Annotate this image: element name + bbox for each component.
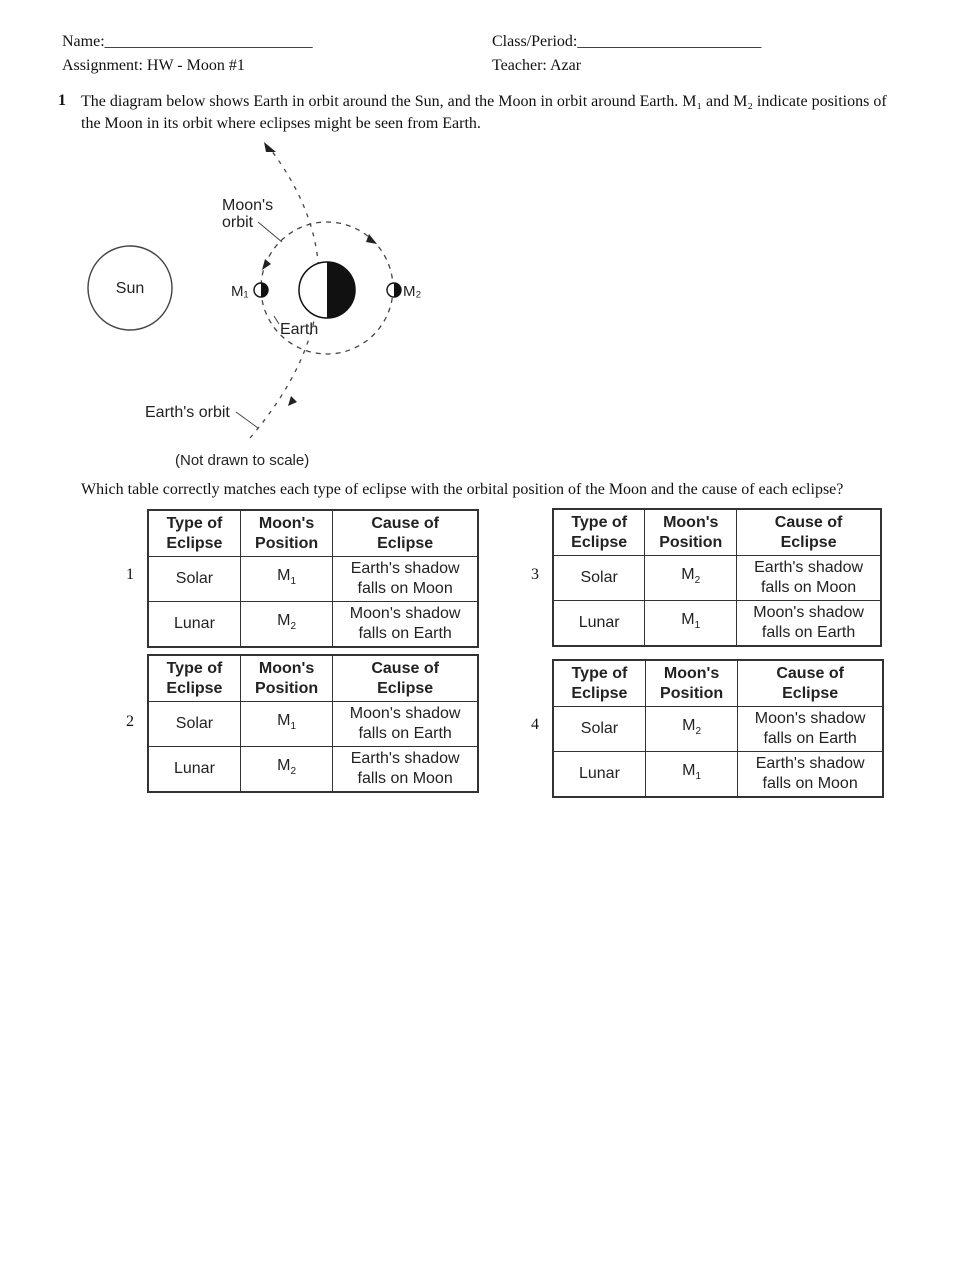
eclipse-cause-line-1: Moon's shadow [349,605,461,622]
column-header-cause-line-1: Cause of [371,659,439,677]
column-header-cause-line-2: Eclipse [782,684,839,702]
earth-night-side [327,262,355,318]
column-header-position [645,660,737,707]
table-row [553,707,883,752]
table-row [148,747,478,793]
eclipse-type-cell: Lunar [553,752,645,798]
eclipse-cause-line-1: Earth's shadow [350,560,460,577]
column-header-cause [333,655,478,702]
teacher-name: Teacher: Azar [492,57,582,74]
eclipse-cause-line-1: Moon's shadow [754,710,866,727]
column-header-type-line-2: Eclipse [166,679,223,697]
eclipse-cause-cell [333,702,478,747]
table-header-row [148,655,478,702]
column-header-type [553,660,645,707]
column-header-position-line-2: Position [659,533,723,551]
eclipse-cause-line-2: falls on Earth [358,725,452,742]
option-number-3[interactable]: 3 [531,566,539,583]
question-prompt: Which table correctly matches each type of eclipse with the orbital position of the Moon and the cause of each eclipse? [81,481,844,498]
table-row [148,702,478,747]
eclipse-cause-cell [737,601,881,647]
moon-position-letter: M [277,756,291,774]
column-header-cause-line-2: Eclipse [377,534,434,552]
eclipse-type-cell: Solar [553,707,645,752]
column-header-cause [333,510,478,557]
column-header-cause [738,660,883,707]
moon-position-cell [240,747,332,793]
eclipse-cause-line-1: Earth's shadow [350,750,460,767]
column-header-type-line-1: Type of [166,514,223,532]
moon-position-cell [240,557,332,602]
table-row [553,556,881,601]
moon-position-subscript: 1 [694,620,701,632]
moon-position-cell [645,556,737,601]
table-header-row [553,509,881,556]
moons-orbit-label-line-2: orbit [222,214,254,231]
moon-position-cell [240,702,332,747]
table-header-row [148,510,478,557]
column-header-type-line-1: Type of [571,513,628,531]
eclipse-cause-line-1: Earth's shadow [754,559,864,576]
orbit-diagram [80,138,460,474]
moon-position-subscript: 1 [290,721,297,733]
column-header-position-line-1: Moon's [663,513,719,531]
assignment-title: Assignment: HW - Moon #1 [62,57,245,74]
table-row [553,601,881,647]
eclipse-cause-cell [737,556,881,601]
moons-orbit-pointer [258,222,282,242]
eclipse-type-cell: Lunar [148,602,240,648]
eclipse-cause-line-1: Moon's shadow [753,604,864,621]
table-header-row [553,660,883,707]
eclipse-cause-cell [738,707,883,752]
moons-orbit-label-line-1: Moon's [222,197,274,214]
eclipse-type-cell: Lunar [553,601,645,647]
moon-position-letter: M [277,566,291,584]
column-header-position-line-1: Moon's [258,659,315,677]
scale-note: (Not drawn to scale) [175,452,310,469]
column-header-position [240,655,332,702]
option-table-4 [552,659,884,798]
eclipse-cause-cell [738,752,883,798]
eclipse-type-cell: Lunar [148,747,240,793]
eclipse-cause-line-2: falls on Moon [762,775,858,792]
column-header-position-line-2: Position [255,679,319,697]
column-header-position-line-2: Position [660,684,724,702]
column-header-type-line-1: Type of [571,664,628,682]
column-header-position-line-1: Moon's [663,664,720,682]
column-header-cause [737,509,881,556]
table-row [553,752,883,798]
moon-position-letter: M [681,610,695,628]
option-number-4[interactable]: 4 [531,716,539,733]
sun-label: Sun [115,280,145,297]
option-table-2 [147,654,479,793]
question-number: 1 [58,92,66,109]
m1-label: M₁ [231,283,249,300]
eclipse-cause-line-2: falls on Moon [760,579,857,596]
eclipse-cause-line-1: Moon's shadow [349,705,461,722]
column-header-position [240,510,332,557]
column-header-cause-line-1: Cause of [776,664,844,682]
moon-position-letter: M [682,716,696,734]
name-field-label: Name:__________________________ [62,33,313,50]
earths-orbit-pointer [236,412,258,428]
column-header-cause-line-1: Cause of [371,514,439,532]
moon-position-letter: M [681,565,695,583]
column-header-type [553,509,645,556]
table-row [148,557,478,602]
eclipse-cause-cell [333,747,478,793]
eclipse-type-cell: Solar [553,556,645,601]
question-text-line-1: The diagram below shows Earth in orbit around the Sun, and the Moon in orbit around Earth. M₁ and M₂ indicate positions of [81,93,887,110]
moon-position-subscript: 1 [290,576,297,588]
moon-position-subscript: 2 [290,766,297,778]
eclipse-cause-line-2: falls on Earth [763,730,857,747]
column-header-position-line-1: Moon's [258,514,315,532]
eclipse-cause-cell [333,602,478,648]
moons-orbit-arrow-left [262,259,271,270]
moon-position-letter: M [277,611,291,629]
option-number-1[interactable]: 1 [126,566,134,583]
class-period-field-label: Class/Period:_______________________ [492,33,762,50]
column-header-type [148,510,240,557]
m2-label: M₂ [403,283,422,300]
table-row [148,602,478,648]
eclipse-cause-line-2: falls on Moon [357,770,453,787]
earth-label-pointer [274,316,279,324]
column-header-type-line-2: Eclipse [166,534,223,552]
option-table-1 [147,509,479,648]
column-header-cause-line-2: Eclipse [377,679,434,697]
eclipse-cause-line-2: falls on Moon [357,580,453,597]
moon-position-cell [645,601,737,647]
earths-orbit-label: Earth's orbit [145,404,230,421]
moon-position-subscript: 2 [695,726,702,738]
question-text-line-2: the Moon in its orbit where eclipses might be seen from Earth. [81,115,481,132]
moon-position-letter: M [682,761,696,779]
eclipse-cause-line-2: falls on Earth [761,624,856,641]
moon-position-subscript: 1 [695,771,702,783]
earth-label: Earth [280,321,319,338]
column-header-position-line-2: Position [255,534,319,552]
eclipse-cause-line-1: Earth's shadow [755,755,865,772]
moon-position-cell [645,752,737,798]
column-header-type-line-1: Type of [166,659,223,677]
moon-position-subscript: 2 [290,621,297,633]
option-number-2[interactable]: 2 [126,713,134,730]
column-header-type-line-2: Eclipse [571,533,628,551]
eclipse-cause-cell [333,557,478,602]
option-table-3 [552,508,882,647]
eclipse-cause-line-2: falls on Earth [358,625,452,642]
moon-position-cell [645,707,737,752]
eclipse-type-cell: Solar [148,702,240,747]
column-header-position [645,509,737,556]
moon-position-letter: M [277,711,291,729]
column-header-type [148,655,240,702]
column-header-cause-line-1: Cause of [774,513,843,531]
moon-position-cell [240,602,332,648]
column-header-type-line-2: Eclipse [571,684,628,702]
earths-orbit-arrow-top [264,142,276,152]
column-header-cause-line-2: Eclipse [780,533,837,551]
eclipse-type-cell: Solar [148,557,240,602]
moon-position-subscript: 2 [694,575,701,587]
earths-orbit-arrow-mid [288,396,297,406]
